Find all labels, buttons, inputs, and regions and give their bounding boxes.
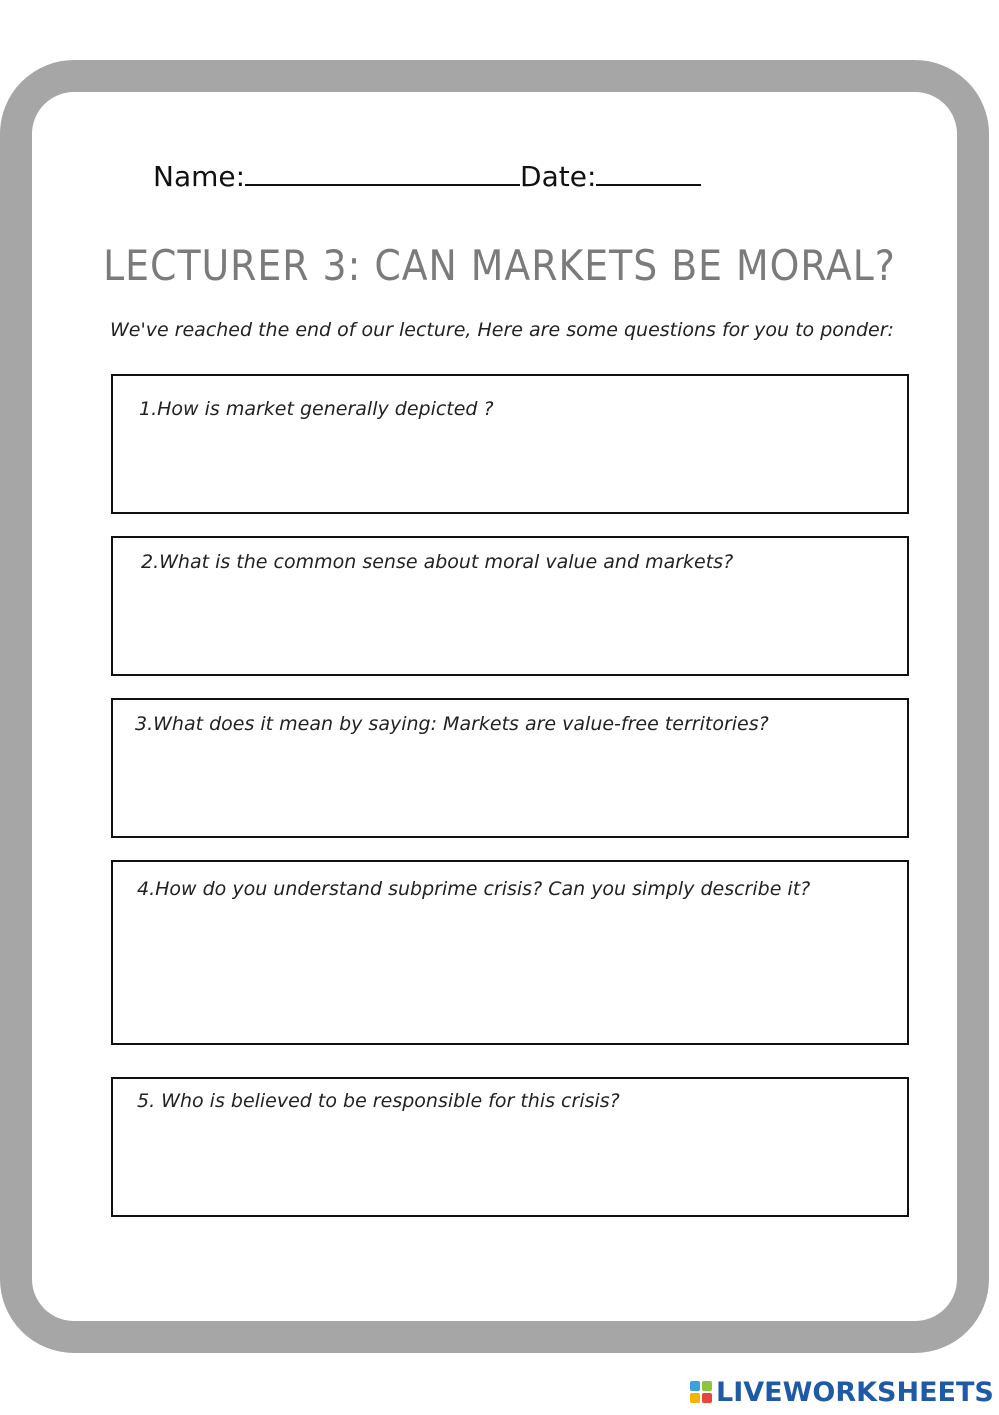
name-label: Name: [153,160,246,193]
logo-tile [702,1393,712,1403]
logo-tile [690,1393,700,1403]
liveworksheets-logo-icon [690,1381,712,1403]
question-box-3[interactable] [111,698,909,838]
name-blank-line[interactable] [245,158,520,186]
worksheet-title: LECTURER 3: CAN MARKETS BE MORAL? [103,241,896,290]
question-box-5[interactable] [111,1077,909,1217]
date-label: Date: [520,160,597,193]
date-blank-line[interactable] [596,158,701,186]
question-text: 2.What is the common sense about moral value and markets? [141,551,734,573]
question-text: 1.How is market generally depicted ? [139,398,494,420]
logo-tile [690,1381,700,1391]
liveworksheets-brand[interactable] [690,1376,994,1408]
question-text: 4.How do you understand subprime crisis? Can you simply describe it? [137,878,811,900]
name-date-line [153,158,701,195]
question-text: 5. Who is believed to be responsible for this crisis? [137,1090,620,1112]
question-text: 3.What does it mean by saying: Markets are value-free territories? [135,713,769,735]
question-box-4[interactable] [111,860,909,1045]
intro-text: We've reached the end of our lecture, Here are some questions for you to ponder: [110,319,894,341]
logo-tile [702,1381,712,1391]
question-box-2[interactable] [111,536,909,676]
liveworksheets-logo-text: LIVEWORKSHEETS [716,1376,994,1408]
question-box-1[interactable] [111,374,909,514]
